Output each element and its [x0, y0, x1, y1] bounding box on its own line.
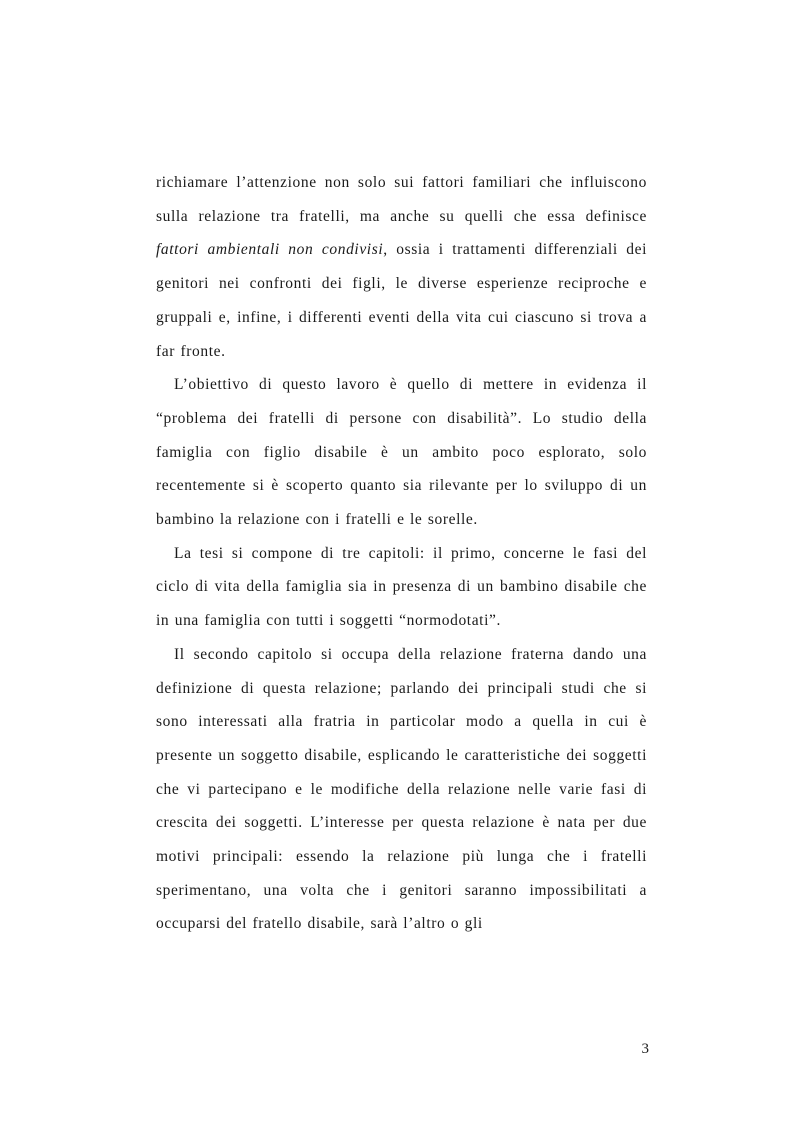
- body-text: [156, 166, 647, 941]
- paragraph-1: [156, 166, 647, 368]
- paragraph-1-text-end: , ossia i trattamenti differenziali dei genitori nei confronti dei figli, le diverse esperienze reciproche e gruppali e, infine, i differenti eventi della vita cui ciascuno si trova a far fronte.: [156, 241, 647, 360]
- paragraph-1-text-start: richiamare l’attenzione non solo sui fattori familiari che influiscono sulla relazione tra fratelli, ma anche su quelli che essa definisce: [156, 174, 647, 225]
- paragraph-4: Il secondo capitolo si occupa della relazione fraterna dando una definizione di questa relazione; parlando dei principali studi che si sono interessati alla fratria in particolar modo a quella in cui è presente un soggetto disabile, esplicando le caratteristiche dei soggetti che vi partecipano e le modifiche della relazione nelle varie fasi di crescita dei soggetti. L’interesse per questa relazione è nata per due motivi principali: essendo la relazione più lunga che i fratelli sperimentano, una volta che i genitori saranno impossibilitati a occuparsi del fratello disabile, sarà l’altro o gli: [156, 645, 647, 933]
- paragraph-3: La tesi si compone di tre capitoli: il primo, concerne le fasi del ciclo di vita della famiglia sia in presenza di un bambino disabile che in una famiglia con tutti i soggetti “normodotati”.: [156, 544, 647, 630]
- page-number: 3: [641, 1041, 649, 1057]
- paragraph-2: L’obiettivo di questo lavoro è quello di mettere in evidenza il “problema dei fratelli di persone con disabilità”. Lo studio della famiglia con figlio disabile è un ambito poco esplorato, solo recentemente si è scoperto quanto sia rilevante per lo sviluppo di un bambino la relazione con i fratelli e le sorelle.: [156, 376, 647, 529]
- paragraph-1-italic-term: fattori ambientali non condivisi: [156, 241, 384, 259]
